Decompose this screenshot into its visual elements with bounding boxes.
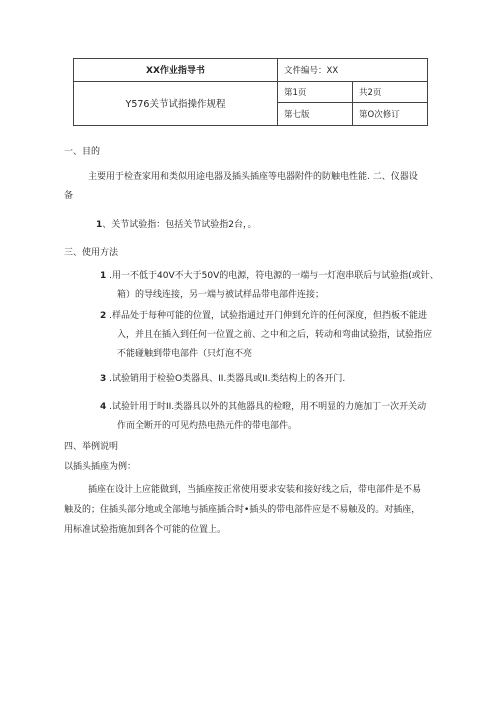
document-series-title: XX作业指导书 xyxy=(74,59,278,82)
usage-item-1-cont: 箱）的导线连接，另一端与被试样品带电部件连接； xyxy=(117,290,325,300)
revision: 第O次修订 xyxy=(353,103,428,126)
usage-item-2-text: .样品处于每种可能的位置，试验指通过开门伸到允许的任何深度，但挡板不能进 xyxy=(109,311,428,321)
page-total: 共2页 xyxy=(353,81,428,102)
procedure-title: Y576关节试指操作规程 xyxy=(74,81,278,125)
usage-item-2-number: 2 xyxy=(100,311,107,321)
usage-item-4 xyxy=(100,401,426,414)
usage-item-1-number: 1 xyxy=(100,271,107,281)
page-current: 第1页 xyxy=(278,81,353,102)
example-intro: 以插头插座为例： xyxy=(64,462,137,472)
document-number: 文件编号：XX xyxy=(278,59,428,82)
section-2-item xyxy=(96,219,257,232)
section-4-title: 四、举例说明 xyxy=(64,442,119,452)
section-3-title: 三、使用方法 xyxy=(64,248,119,258)
usage-item-4-cont: 作而全断开的可见灼热电热元件的带电部件。 xyxy=(117,421,298,431)
usage-item-1 xyxy=(100,270,439,283)
usage-item-2 xyxy=(100,310,427,323)
usage-item-1-text: .用一不低于40V不大于50V的电源，符电源的一端与一灯泡串联后与试验指(或针、 xyxy=(109,271,439,281)
example-body: 插座在设计上应能做到，当插座按正常使用要求安装和接好线之后，带电部件是不易 xyxy=(88,485,422,495)
example-body-cont-1: 触及的；住插头部分地或全部地与插座插合时•插头的带电部件应是不易触及的。对插座， xyxy=(64,505,421,515)
usage-item-3-number: 3 xyxy=(100,374,107,384)
section-1-body: 主要用于检查家用和类似用途电器及插头插座等电器附件的防触电性能. 二、仪器设 xyxy=(88,172,418,182)
usage-item-2-cont-2: 不能碰触到带电部件（只灯泡不亮 xyxy=(117,349,253,359)
usage-item-4-number: 4 xyxy=(100,402,107,412)
section-1-body-cont: 备 xyxy=(64,191,74,201)
example-body-cont-2: 用标准试验指施加到各个可能的位置上。 xyxy=(64,525,227,535)
usage-item-4-text: .试验针用于时II.类器具以外的其他器具的检瞪，用不明显的力施加丁一次开关动 xyxy=(109,402,427,412)
document-header-table xyxy=(73,58,428,126)
section-1-title: 一、目的 xyxy=(64,147,101,157)
usage-item-3 xyxy=(100,373,345,386)
usage-item-2-cont-1: 入，并且在插入到任何一位置之前、之中和之后，转动和弯曲试验指，试验指应 xyxy=(117,330,433,340)
section-2-item-text: 、关节试验指：包括关节试验指2台，。 xyxy=(102,220,257,230)
edition: 第七版 xyxy=(278,103,353,126)
section-2-item-number: 1 xyxy=(96,220,103,230)
usage-item-3-text: .试验销用于检验O类器具、II.类器具或II.类结构上的各开门. xyxy=(109,374,346,384)
